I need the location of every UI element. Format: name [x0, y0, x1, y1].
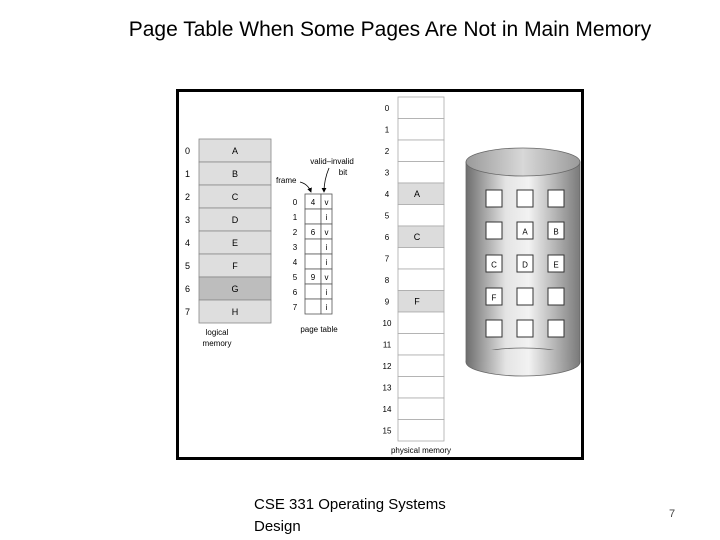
physical-frame-cell — [398, 162, 444, 184]
physical-frame-index: 9 — [384, 297, 390, 307]
logical-page-label: A — [231, 146, 239, 156]
physical-frame-cell — [398, 205, 444, 227]
physical-frame-index: 1 — [384, 125, 390, 135]
physical-frame-index: 4 — [384, 190, 390, 199]
backing-store-slot — [486, 320, 502, 337]
logical-page-index: 1 — [185, 169, 191, 179]
backing-store-page: D — [522, 260, 528, 270]
physical-frame-index: 12 — [382, 362, 392, 371]
page-table-frame-cell — [305, 299, 321, 314]
page-table-index: 1 — [292, 213, 298, 222]
physical-frame-cell — [398, 140, 444, 162]
backing-store-slot — [517, 320, 533, 337]
page-table-valid-bit: i — [325, 303, 328, 312]
backing-store-slot — [548, 288, 564, 305]
logical-page-label: D — [231, 215, 239, 225]
page-table-index: 3 — [292, 243, 298, 252]
logical-page-index: 0 — [185, 146, 191, 156]
page-table-index: 7 — [292, 303, 298, 312]
physical-frame-cell — [398, 291, 444, 313]
physical-frame-index: 2 — [384, 147, 390, 156]
logical-page-label: F — [232, 261, 238, 271]
course-footer: CSE 331 Operating Systems Design — [254, 496, 446, 535]
physical-frame-cell — [398, 312, 444, 334]
page-table-frame-cell — [305, 284, 321, 299]
page-table-valid-bit: v — [324, 273, 329, 282]
page-table — [293, 194, 332, 314]
page-table-valid-bit: i — [325, 258, 328, 267]
backing-store-slot — [486, 190, 502, 207]
page-table-frame: 4 — [310, 198, 316, 207]
physical-frame-cell — [398, 420, 444, 442]
physical-frame-cell — [398, 334, 444, 356]
physical-frame-index: 13 — [382, 383, 392, 393]
physical-memory-label: physical memory — [390, 446, 452, 455]
physical-memory — [383, 97, 444, 441]
physical-frame-index: 7 — [384, 254, 390, 264]
physical-frame-index: 15 — [382, 426, 392, 436]
physical-frame-cell — [398, 269, 444, 291]
logical-page-index: 2 — [185, 192, 191, 202]
backing-store-page: E — [553, 260, 559, 270]
paging-diagram-svg — [179, 92, 581, 457]
physical-frame-index: 14 — [382, 405, 392, 414]
physical-frame-index: 6 — [384, 233, 390, 242]
backing-store-slot — [517, 288, 533, 305]
backing-store-disk — [466, 148, 580, 376]
page-table-frame-cell — [305, 254, 321, 269]
paging-diagram — [176, 89, 584, 460]
backing-store-page: B — [553, 227, 559, 237]
page-table-frame: 6 — [310, 228, 316, 237]
physical-frame-cell — [398, 183, 444, 205]
logical-page-label: G — [231, 284, 239, 294]
logical-page-index: 6 — [185, 284, 191, 294]
logical-page-label: B — [231, 169, 239, 179]
logical-page-index: 5 — [185, 261, 191, 271]
physical-frame-cell — [398, 248, 444, 270]
logical-memory-label-line1: logical — [205, 328, 229, 337]
page-table-label: page table — [300, 325, 338, 334]
backing-store-page: C — [491, 260, 497, 270]
page-table-index: 5 — [292, 273, 298, 282]
page-table-index: 2 — [292, 228, 298, 237]
valid-invalid-arrow — [324, 168, 329, 192]
physical-frame-index: 11 — [382, 340, 392, 350]
page-table-frame-cell — [305, 239, 321, 254]
page-table-frame-cell — [305, 209, 321, 224]
page-table-valid-bit: i — [325, 213, 328, 222]
slide-title: Page Table When Some Pages Are Not in Main Memory — [128, 18, 652, 41]
backing-store-slot — [486, 222, 502, 239]
backing-store-slot — [548, 190, 564, 207]
frame-arrow — [300, 182, 311, 192]
physical-frame-cell — [398, 226, 444, 248]
backing-store-slot — [517, 190, 533, 207]
page-table-frame: 9 — [310, 273, 316, 282]
logical-memory-label-line2: memory — [202, 339, 232, 348]
physical-frame-cell — [398, 355, 444, 377]
physical-frame-index: 3 — [384, 168, 390, 178]
frame-label: frame — [276, 176, 297, 185]
page-table-valid-bit: v — [324, 198, 329, 207]
page-table-valid-bit: v — [324, 228, 329, 237]
page-table-index: 4 — [292, 258, 298, 267]
physical-frame-index: 0 — [384, 104, 390, 113]
logical-page-label: H — [231, 307, 239, 317]
logical-page-index: 3 — [185, 215, 191, 225]
physical-frame-content: C — [413, 232, 421, 242]
logical-page-index: 4 — [185, 238, 191, 248]
physical-frame-cell — [398, 377, 444, 399]
backing-store-page: F — [491, 293, 497, 303]
logical-page-label: E — [231, 238, 239, 248]
physical-frame-content: A — [413, 189, 421, 199]
physical-frame-cell — [398, 119, 444, 141]
backing-store-slot — [548, 320, 564, 337]
backing-store-page: A — [522, 227, 528, 237]
physical-frame-cell — [398, 398, 444, 420]
page-table-valid-bit: i — [325, 243, 328, 252]
valid-invalid-label-line2: bit — [338, 168, 348, 177]
physical-frame-index: 5 — [384, 211, 390, 221]
physical-frame-content: F — [414, 296, 420, 307]
physical-frame-cell — [398, 97, 444, 119]
logical-page-index: 7 — [185, 307, 191, 317]
logical-page-label: C — [231, 192, 239, 202]
physical-frame-index: 8 — [384, 276, 390, 285]
page-table-index: 0 — [292, 198, 298, 207]
page-table-valid-bit: i — [325, 288, 328, 297]
page-number: 7 — [669, 508, 676, 520]
logical-memory — [185, 139, 271, 323]
physical-frame-index: 10 — [382, 319, 392, 328]
valid-invalid-label-line1: valid–invalid — [310, 157, 354, 166]
page-table-index: 6 — [292, 288, 298, 297]
